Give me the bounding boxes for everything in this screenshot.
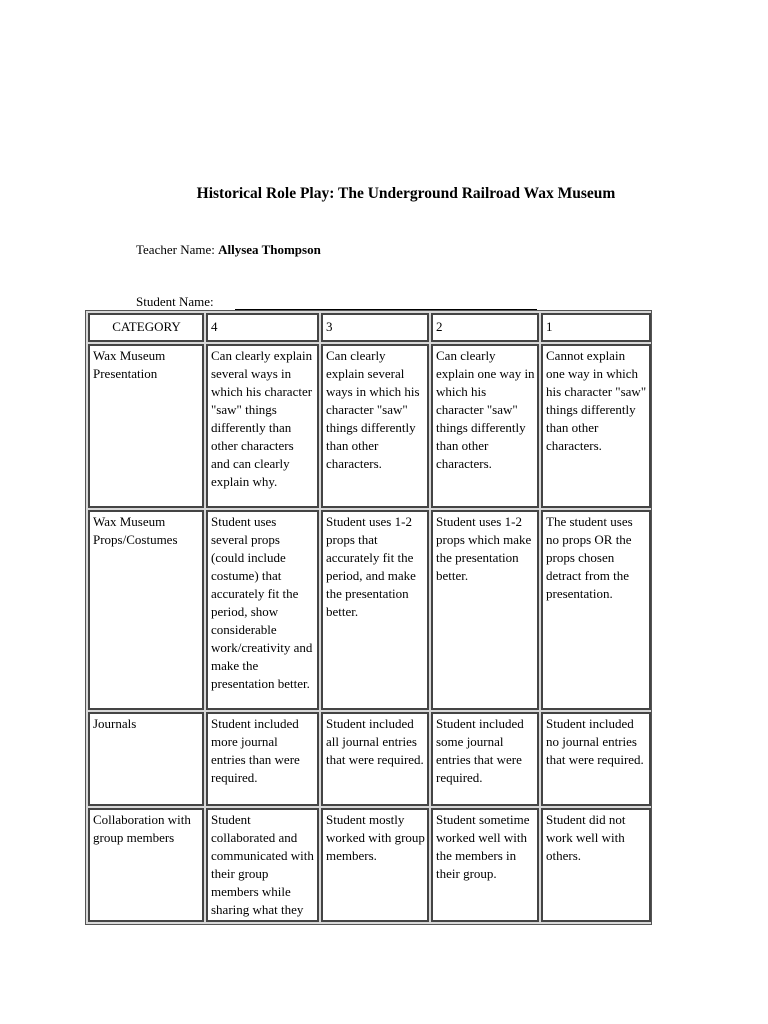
row-category: Wax Museum Props/Costumes [88,510,204,711]
row-cell-3: Student uses 1-2 props that accurately fit the period, and make the presentation better. [321,510,429,711]
row-cell-2: Can clearly explain one way in which his character "saw" things differently than other characters. [431,344,539,508]
rubric-row-props [88,510,651,711]
row-cell-2: Student included some journal entries that were required. [431,712,539,805]
row-cell-2: Student uses 1-2 props which make the presentation better. [431,510,539,711]
row-cell-4: Student uses several props (could include costume) that accurately fit the period, show considerable work/creativity and make the presentation better. [206,510,319,711]
row-category: Journals [88,712,204,805]
header-score-1: 1 [541,313,651,342]
row-cell-2: Student sometime worked well with the members in their group. [431,808,539,922]
student-name-blank [235,296,537,310]
header-score-4: 4 [206,313,319,342]
row-category: Wax Museum Presentation [88,344,204,508]
rubric-header-row [88,313,651,342]
header-category: CATEGORY [88,313,204,342]
header-score-2: 2 [431,313,539,342]
row-cell-4: Student collaborated and communicated with their group members while sharing what they [206,808,319,922]
row-category: Collaboration with group members [88,808,204,922]
row-cell-1: Cannot explain one way in which his character "saw" things differently than other characters. [541,344,651,508]
header-score-3: 3 [321,313,429,342]
row-cell-1: Student did not work well with others. [541,808,651,922]
row-cell-4: Can clearly explain several ways in which his character "saw" things differently than other characters and can clearly explain why. [206,344,319,508]
row-cell-3: Can clearly explain several ways in which his character "saw" things differently than other characters. [321,344,429,508]
teacher-name-value: Allysea Thompson [218,242,321,257]
rubric-row-collaboration [88,808,651,922]
student-name-label: Student Name: [136,294,214,309]
row-cell-1: Student included no journal entries that were required. [541,712,651,805]
rubric-row-journals [88,712,651,805]
rubric-row-presentation [88,344,651,508]
row-cell-4: Student included more journal entries than were required. [206,712,319,805]
row-cell-1: The student uses no props OR the props chosen detract from the presentation. [541,510,651,711]
teacher-name-line [136,242,321,258]
student-name-line [136,294,537,310]
teacher-name-label: Teacher Name: [136,242,215,257]
row-cell-3: Student included all journal entries that were required. [321,712,429,805]
rubric-table [85,310,652,925]
document-title: Historical Role Play: The Underground Railroad Wax Museum [196,185,616,202]
row-cell-3: Student mostly worked with group members. [321,808,429,922]
